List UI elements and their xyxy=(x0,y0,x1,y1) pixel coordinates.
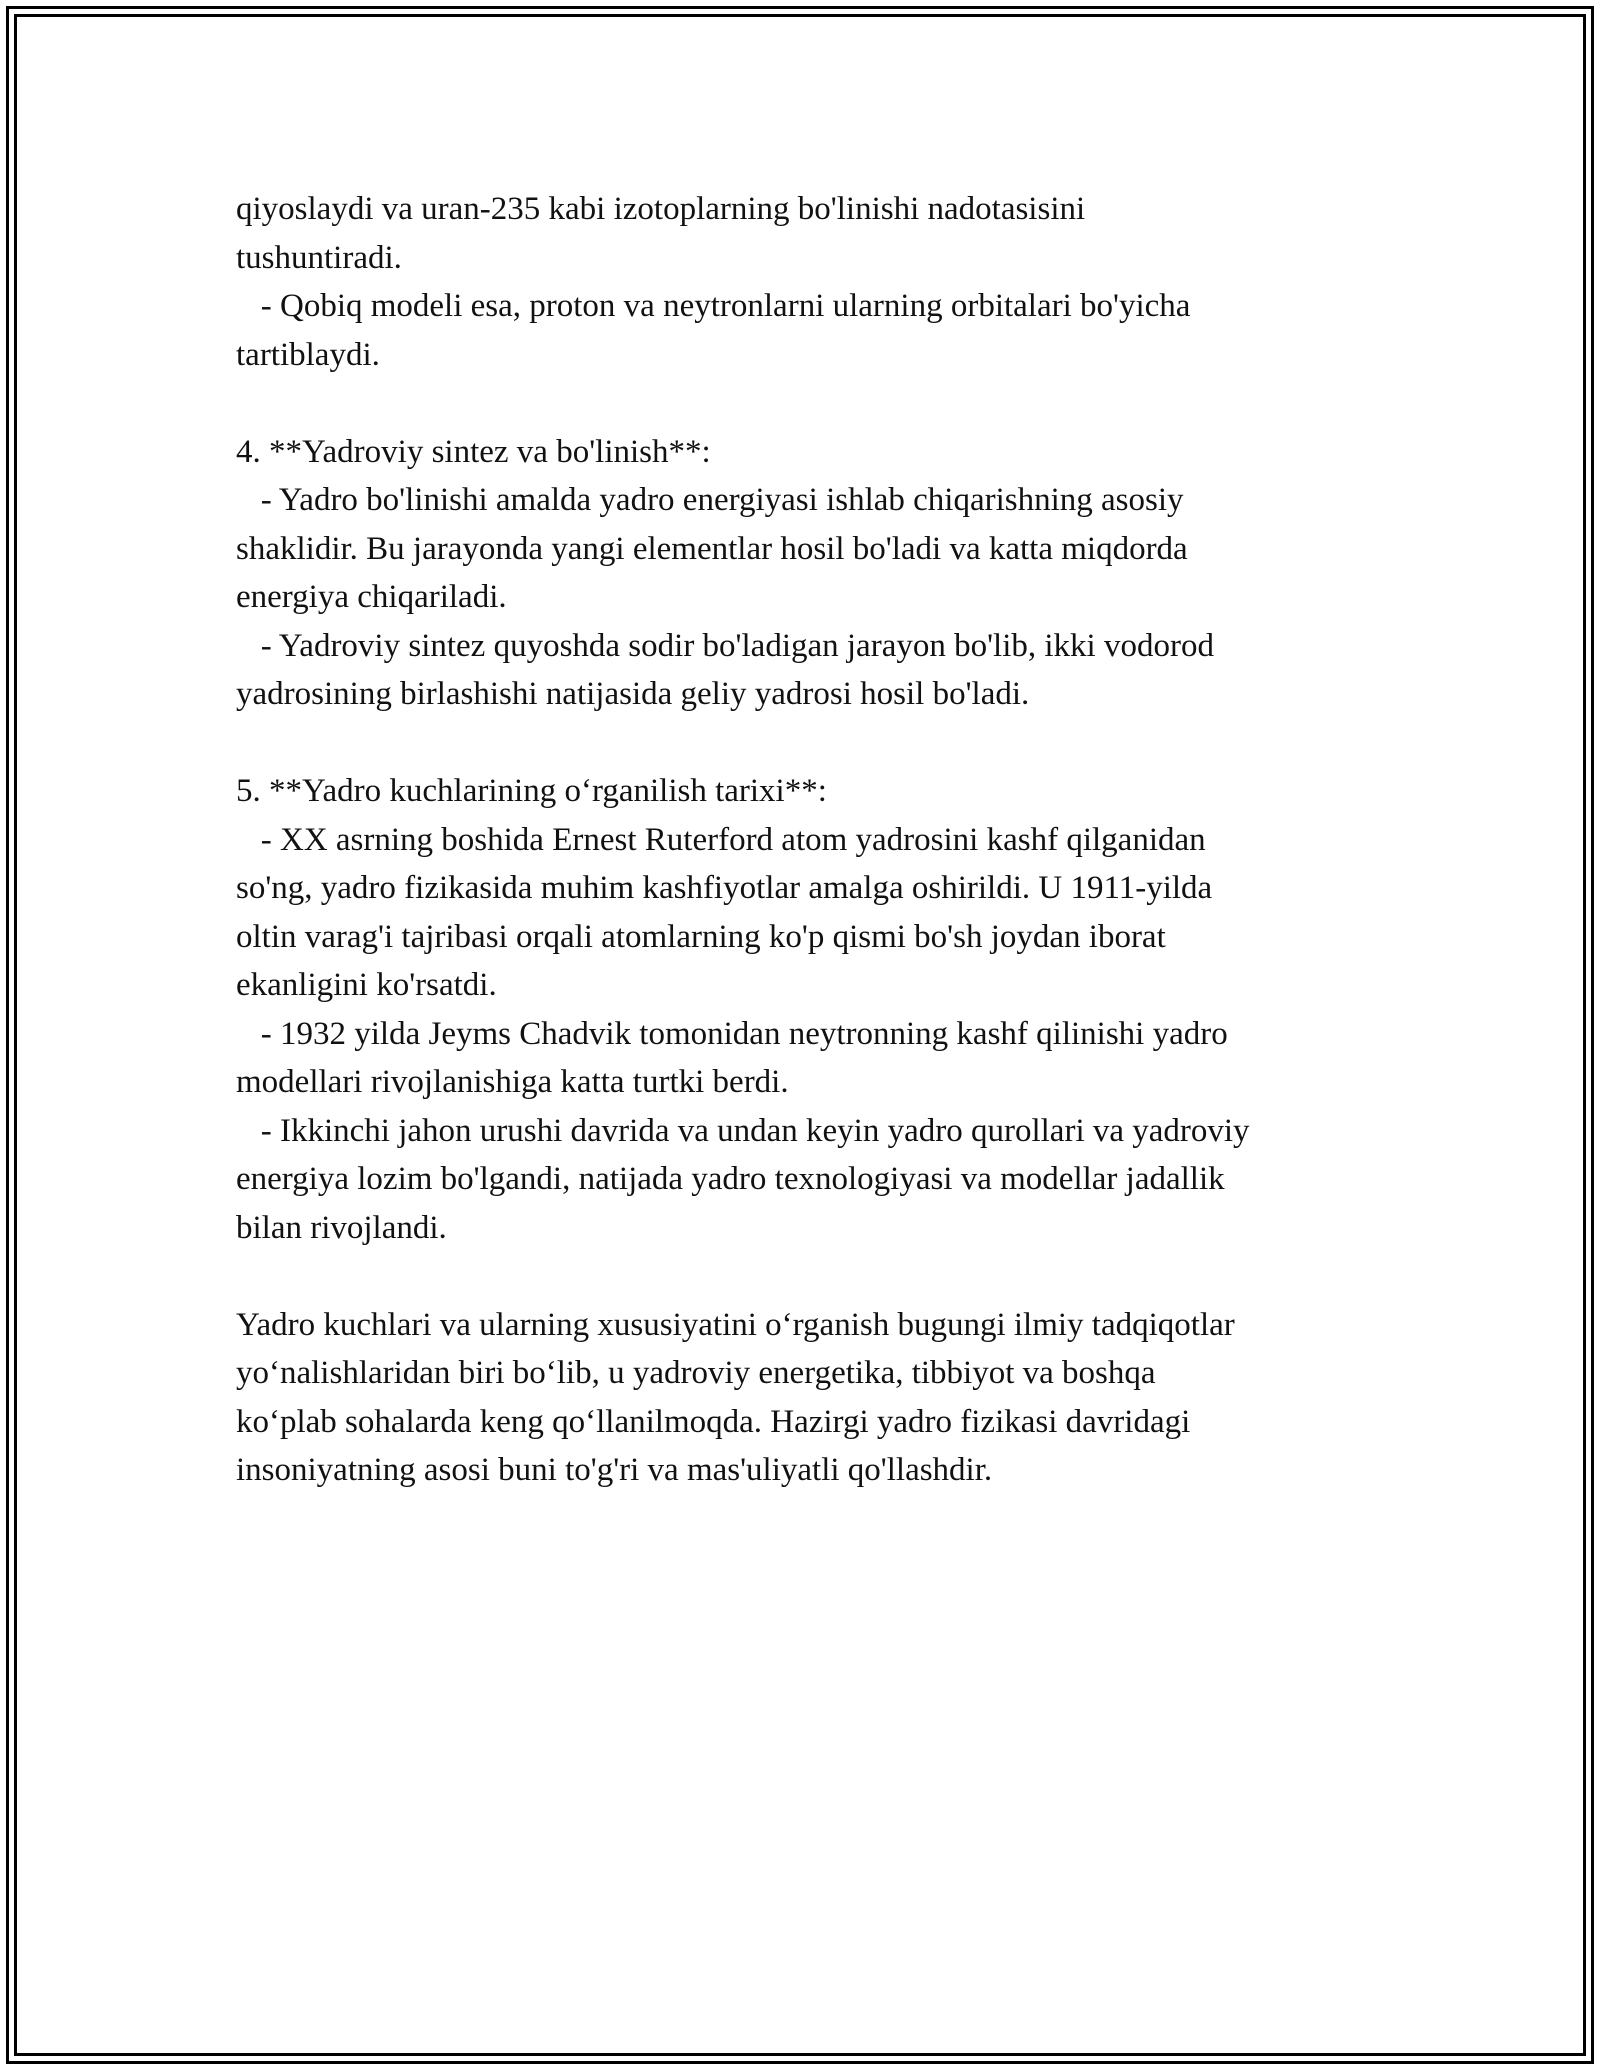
blank-line xyxy=(236,719,1396,768)
text-line: - XX asrning boshida Ernest Ruterford atom yadrosini kashf qilganidan xyxy=(236,821,1206,858)
text-line: yadrosining birlashishi natijasida geliy yadrosi hosil bo'ladi. xyxy=(236,676,1030,712)
blank-line xyxy=(236,379,1396,428)
section-heading-5: 5. **Yadro kuchlarining o‘rganilish tarixi**: xyxy=(236,773,827,809)
text-line: bilan rivojlandi. xyxy=(236,1209,447,1246)
text-line: - Qobiq modeli esa, proton va neytronlarni ularning orbitalari bo'yicha xyxy=(236,288,1191,324)
text-line: shaklidir. Bu jarayonda yangi elementlar hosil bo'ladi va katta miqdorda xyxy=(236,530,1188,567)
blank-line xyxy=(236,1252,1396,1301)
text-line: - Yadro bo'linishi amalda yadro energiyasi ishlab chiqarishning asosiy xyxy=(236,482,1184,518)
conclusion-line: Yadro kuchlari va ularning xususiyatini o‘rganish bugungi ilmiy tadqiqotlar xyxy=(236,1306,1235,1343)
text-line: so'ng, yadro fizikasida muhim kashfiyotlar amalga oshirildi. U 1911-yilda xyxy=(236,870,1213,906)
text-line: energiya chiqariladi. xyxy=(236,579,507,615)
text-line: ekanligini ko'rsatdi. xyxy=(236,967,497,1003)
text-line: - Ikkinchi jahon urushi davrida va undan keyin yadro qurollari va yadroviy xyxy=(236,1112,1250,1149)
conclusion-line: ko‘plab sohalarda keng qo‘llanilmoqda. Hazirgi yadro fizikasi davridagi xyxy=(236,1403,1191,1440)
conclusion-line: yo‘nalishlaridan biri bo‘lib, u yadroviy energetika, tibbiyot va boshqa xyxy=(236,1355,1156,1391)
section-heading-4: 4. **Yadroviy sintez va bo'linish**: xyxy=(236,433,711,470)
text-line: oltin varag'i tajribasi orqali atomlarning ko'p qismi bo'sh joydan iborat xyxy=(236,918,1166,955)
text-line: qiyoslaydi va uran-235 kabi izotoplarning bo'linishi nadotasisini xyxy=(236,191,1086,227)
text-line: - 1932 yilda Jeyms Chadvik tomonidan neytronning kashf qilinishi yadro xyxy=(236,1015,1228,1052)
document-body xyxy=(236,185,1396,1495)
text-line: tushuntiradi. xyxy=(236,239,402,276)
text-line: energiya lozim bo'lgandi, natijada yadro texnologiyasi va modellar jadallik xyxy=(236,1161,1225,1197)
text-line: tartiblaydi. xyxy=(236,336,380,373)
text-line: - Yadroviy sintez quyoshda sodir bo'ladigan jarayon bo'lib, ikki vodorod xyxy=(236,627,1214,664)
conclusion-line: insoniyatning asosi buni to'g'ri va mas'uliyatli qo'llashdir. xyxy=(236,1452,993,1488)
text-line: modellari rivojlanishiga katta turtki berdi. xyxy=(236,1064,789,1100)
